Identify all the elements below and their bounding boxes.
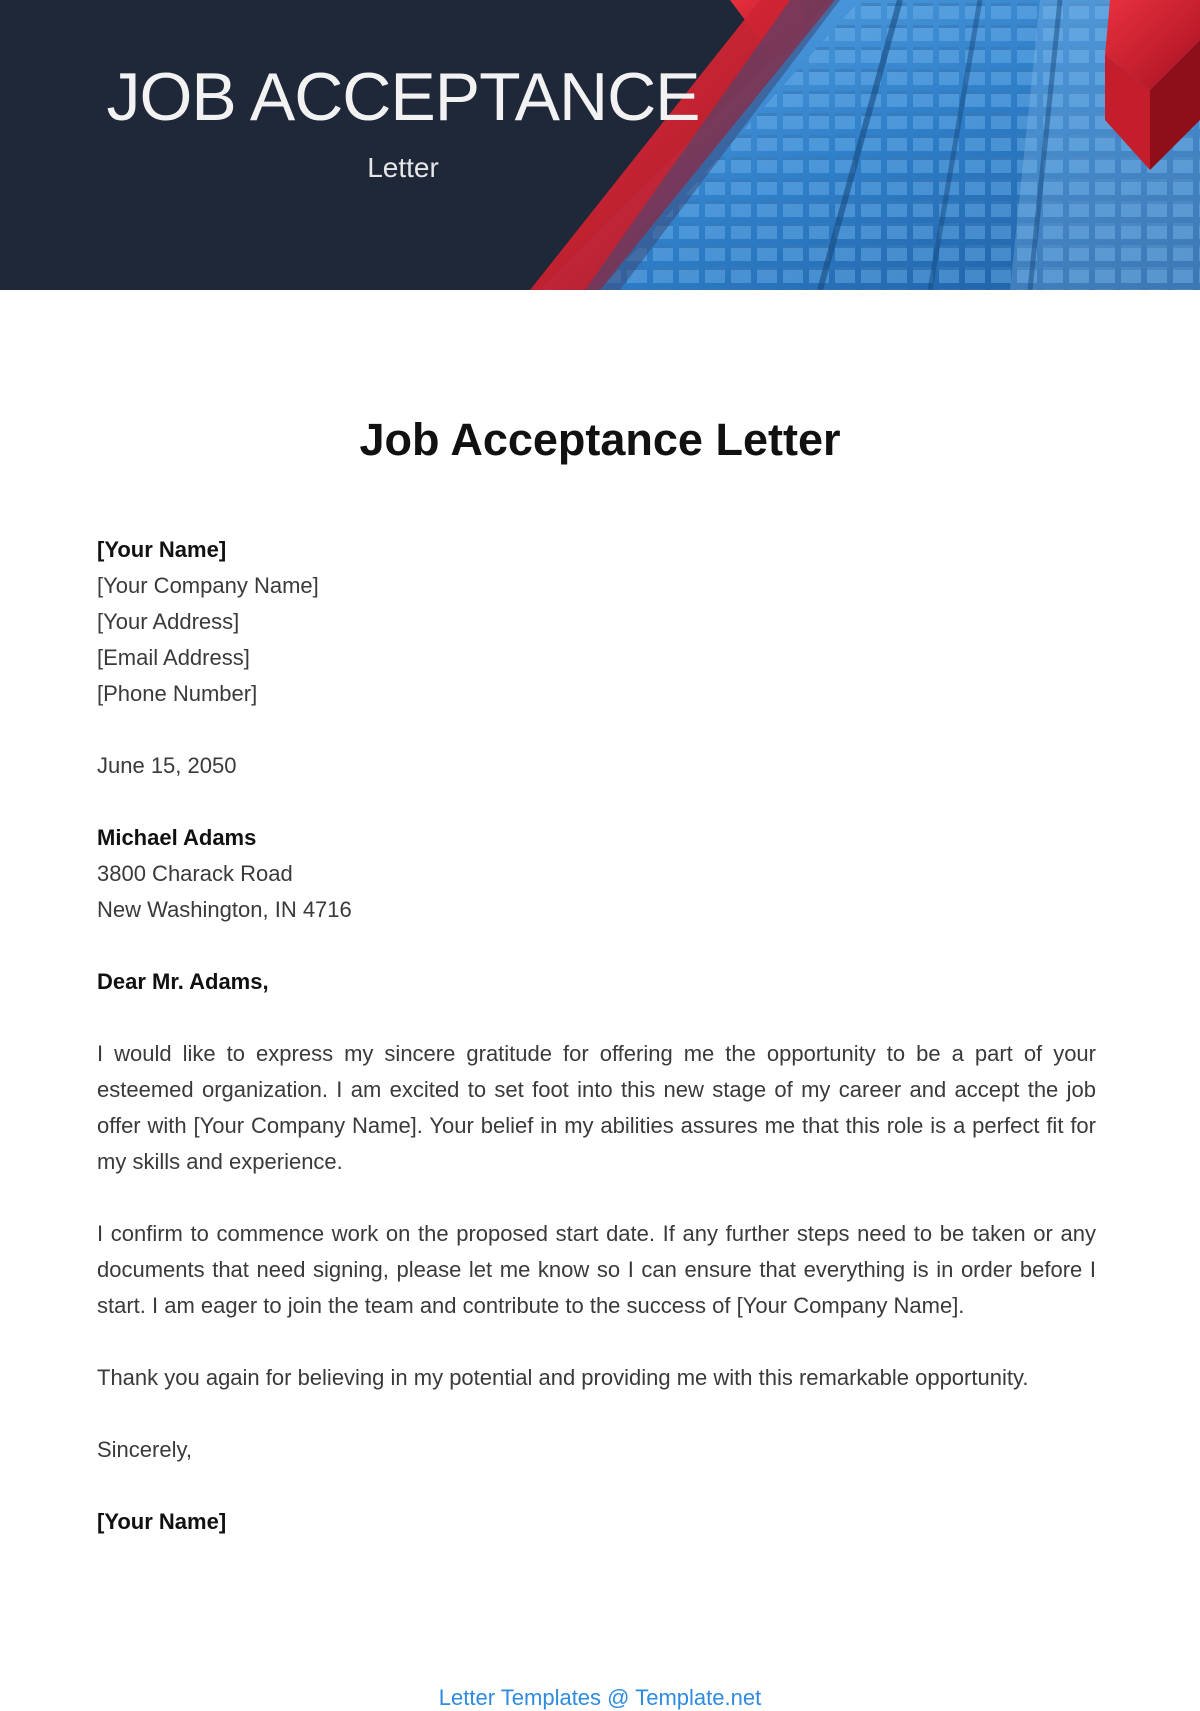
footer-separator: @ bbox=[601, 1685, 636, 1710]
spacer bbox=[97, 1396, 1096, 1432]
closing: Sincerely, bbox=[97, 1437, 192, 1462]
document-title: Job Acceptance Letter bbox=[359, 414, 841, 465]
sender-name: [Your Name] bbox=[97, 537, 227, 562]
footer-link-letter-templates[interactable]: Letter Templates bbox=[438, 1685, 602, 1710]
sender-phone: [Phone Number] bbox=[97, 681, 258, 706]
spacer bbox=[97, 1468, 1096, 1504]
footer-link-template-net[interactable]: Template.net bbox=[635, 1685, 762, 1710]
spacer bbox=[97, 1180, 1096, 1216]
header-title: JOB ACCEPTANCE bbox=[106, 59, 700, 135]
salutation: Dear Mr. Adams, bbox=[97, 969, 269, 994]
letter-date: June 15, 2050 bbox=[97, 753, 237, 778]
sender-address: [Your Address] bbox=[97, 609, 240, 634]
spacer bbox=[97, 1000, 1096, 1036]
signature-name: [Your Name] bbox=[97, 1509, 227, 1534]
spacer bbox=[97, 1324, 1096, 1360]
footer-credit bbox=[0, 1685, 1200, 1711]
spacer bbox=[97, 784, 1096, 820]
recipient-city: New Washington, IN 4716 bbox=[97, 897, 352, 922]
body-paragraph-3: Thank you again for believing in my potential and providing me with this remarkable opportunity. bbox=[97, 1365, 1029, 1390]
spacer bbox=[97, 712, 1096, 748]
body-paragraph-2: I confirm to commence work on the proposed start date. If any further steps need to be taken or any documents that need signing, please let me know so I can ensure that everything is in order before I start. I am eager to join the team and contribute to the success of [Your Company Name]. bbox=[97, 1221, 1096, 1318]
header-banner bbox=[0, 0, 1200, 290]
spacer bbox=[97, 928, 1096, 964]
header-subtitle: Letter bbox=[367, 152, 439, 183]
sender-email: [Email Address] bbox=[97, 645, 250, 670]
body-paragraph-1: I would like to express my sincere gratitude for offering me the opportunity to be a part of your esteemed organization. I am excited to set foot into this new stage of my career and accept the job offer with [Your Company Name]. Your belief in my abilities assures me that this role is a perfect fit for my skills and experience. bbox=[97, 1041, 1096, 1174]
sender-company: [Your Company Name] bbox=[97, 573, 319, 598]
header-graphic bbox=[0, 0, 1200, 290]
letter-body bbox=[97, 532, 1096, 1540]
recipient-name: Michael Adams bbox=[97, 825, 257, 850]
recipient-street: 3800 Charack Road bbox=[97, 861, 293, 886]
